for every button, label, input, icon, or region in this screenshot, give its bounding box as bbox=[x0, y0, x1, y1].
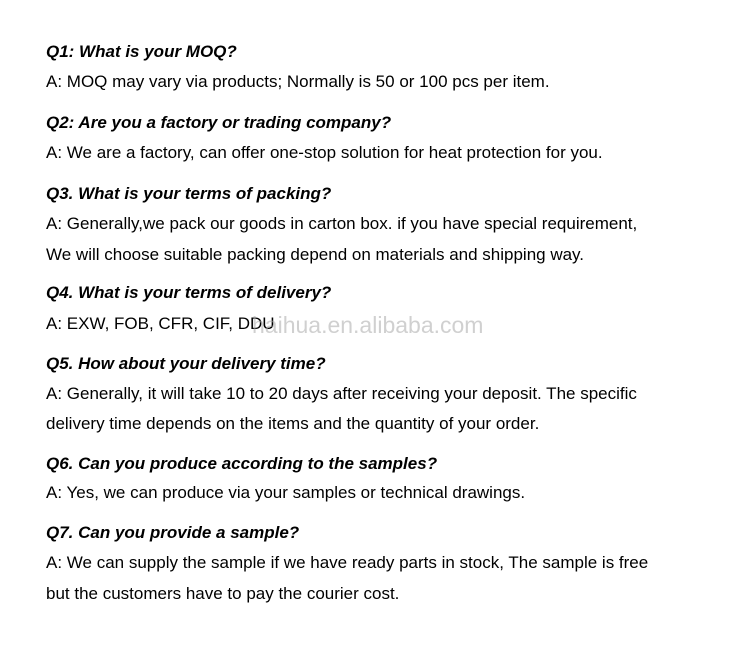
faq-question-5: Q5. How about your delivery time? bbox=[46, 354, 326, 373]
faq-answer-2: A: We are a factory, can offer one-stop solution for heat protection for you. bbox=[46, 143, 603, 162]
faq-question-7: Q7. Can you provide a sample? bbox=[46, 523, 300, 542]
faq-answer-5-line-2: delivery time depends on the items and the quantity of your order. bbox=[46, 414, 540, 433]
faq-question-2: Q2: Are you a factory or trading company? bbox=[46, 113, 392, 132]
watermark: haihua.en.alibaba.com bbox=[252, 312, 484, 338]
faq-question-4: Q4. What is your terms of delivery? bbox=[46, 283, 332, 302]
faq-answer-7-line-2: but the customers have to pay the courier cost. bbox=[46, 584, 400, 603]
faq-question-3: Q3. What is your terms of packing? bbox=[46, 184, 332, 203]
faq-answer-4: A: EXW, FOB, CFR, CIF, DDU bbox=[46, 314, 275, 333]
faq-answer-5-line-1: A: Generally, it will take 10 to 20 days after receiving your deposit. The specific bbox=[46, 384, 637, 403]
faq-answer-1: A: MOQ may vary via products; Normally is 50 or 100 pcs per item. bbox=[46, 72, 550, 91]
faq-question-6: Q6. Can you produce according to the samples? bbox=[46, 454, 438, 473]
faq-answer-3-line-1: A: Generally,we pack our goods in carton box. if you have special requirement, bbox=[46, 214, 638, 233]
faq-answer-7-line-1: A: We can supply the sample if we have ready parts in stock, The sample is free bbox=[46, 553, 649, 572]
faq-answer-3-line-2: We will choose suitable packing depend on materials and shipping way. bbox=[46, 245, 585, 264]
faq-answer-6: A: Yes, we can produce via your samples or technical drawings. bbox=[46, 483, 526, 502]
faq-question-1: Q1: What is your MOQ? bbox=[46, 42, 237, 61]
